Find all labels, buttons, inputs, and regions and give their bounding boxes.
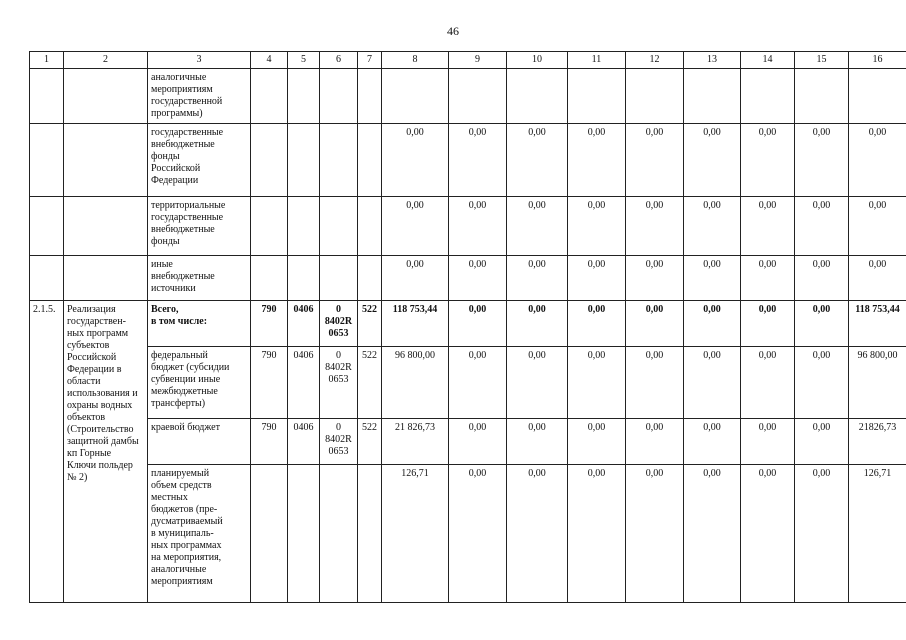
cell-code-4 — [251, 69, 288, 124]
cell-amount-col-15: 0,00 — [795, 301, 849, 347]
cell-amount-col-15: 0,00 — [795, 347, 849, 419]
cell-amount-col-10: 0,00 — [507, 347, 568, 419]
cell-amount-col-12: 0,00 — [626, 256, 684, 301]
cell-code-6 — [320, 256, 358, 301]
cell-code-6: 0 8402R 0653 — [320, 419, 358, 465]
cell-amount-col-14: 0,00 — [741, 256, 795, 301]
cell-amount-col-11: 0,00 — [568, 301, 626, 347]
cell-amount-col-16: 0,00 — [849, 256, 906, 301]
cell-code-7 — [358, 465, 382, 603]
column-header-9: 9 — [449, 52, 507, 69]
cell-amount-col-9 — [449, 69, 507, 124]
row-federal-budget — [30, 347, 906, 419]
cell-amount-col-9: 0,00 — [449, 347, 507, 419]
page-number: 46 — [447, 24, 459, 38]
cell-amount-col-9: 0,00 — [449, 124, 507, 197]
cell-amount-col-13: 0,00 — [684, 197, 741, 256]
cell-amount-col-13: 0,00 — [684, 124, 741, 197]
cell-amount-col-15: 0,00 — [795, 197, 849, 256]
table-body — [30, 69, 906, 603]
column-header-row — [30, 52, 906, 69]
cell-amount-col-13 — [684, 69, 741, 124]
cell-code-7: 522 — [358, 301, 382, 347]
column-header-16: 16 — [849, 52, 906, 69]
cell-amount-col-12: 0,00 — [626, 347, 684, 419]
cell-amount-col-16 — [849, 69, 906, 124]
cell-code-7 — [358, 124, 382, 197]
cell-code-5: 0406 — [288, 419, 320, 465]
cell-amount-col-13: 0,00 — [684, 256, 741, 301]
column-header-8: 8 — [382, 52, 449, 69]
cell-code-4 — [251, 124, 288, 197]
cell-amount-col-16: 0,00 — [849, 124, 906, 197]
cell-item-name — [64, 69, 148, 124]
column-header-10: 10 — [507, 52, 568, 69]
cell-code-6: 0 8402R 0653 — [320, 301, 358, 347]
cell-amount-col-10: 0,00 — [507, 197, 568, 256]
cell-amount-col-14: 0,00 — [741, 124, 795, 197]
row-planned-local-budgets — [30, 465, 906, 603]
cell-amount-col-16: 126,71 — [849, 465, 906, 603]
cell-code-7: 522 — [358, 347, 382, 419]
cell-amount-col-8 — [382, 69, 449, 124]
cell-amount-col-8: 0,00 — [382, 197, 449, 256]
row-territorial-offbudget-funds — [30, 197, 906, 256]
cell-amount-col-14: 0,00 — [741, 465, 795, 603]
cell-amount-col-16: 0,00 — [849, 197, 906, 256]
cell-amount-col-9: 0,00 — [449, 256, 507, 301]
cell-code-4 — [251, 197, 288, 256]
cell-amount-col-10: 0,00 — [507, 301, 568, 347]
cell-amount-col-10: 0,00 — [507, 256, 568, 301]
cell-amount-col-16: 21826,73 — [849, 419, 906, 465]
cell-amount-col-10: 0,00 — [507, 124, 568, 197]
cell-amount-col-16: 96 800,00 — [849, 347, 906, 419]
cell-amount-col-9: 0,00 — [449, 465, 507, 603]
cell-code-6 — [320, 465, 358, 603]
row-regional-budget — [30, 419, 906, 465]
cell-item-number — [30, 124, 64, 197]
cell-code-5 — [288, 69, 320, 124]
cell-amount-col-9: 0,00 — [449, 301, 507, 347]
cell-amount-col-15 — [795, 69, 849, 124]
column-header-14: 14 — [741, 52, 795, 69]
cell-code-6: 0 8402R 0653 — [320, 347, 358, 419]
column-header-3: 3 — [148, 52, 251, 69]
cell-amount-col-8: 118 753,44 — [382, 301, 449, 347]
cell-funding-source: аналогичные мероприятиям государственной программы) — [148, 69, 251, 124]
cell-amount-col-12: 0,00 — [626, 301, 684, 347]
cell-amount-col-11: 0,00 — [568, 256, 626, 301]
cell-amount-col-8: 126,71 — [382, 465, 449, 603]
row-state-offbudget-funds — [30, 124, 906, 197]
cell-amount-col-8: 0,00 — [382, 256, 449, 301]
cell-item-number — [30, 256, 64, 301]
cell-amount-col-15: 0,00 — [795, 256, 849, 301]
cell-amount-col-12: 0,00 — [626, 465, 684, 603]
cell-code-7 — [358, 256, 382, 301]
cell-amount-col-16: 118 753,44 — [849, 301, 906, 347]
cell-amount-col-14: 0,00 — [741, 419, 795, 465]
cell-code-7: 522 — [358, 419, 382, 465]
column-header-12: 12 — [626, 52, 684, 69]
cell-code-4: 790 — [251, 301, 288, 347]
cell-amount-col-11: 0,00 — [568, 124, 626, 197]
cell-funding-source: государственные внебюджетные фонды Российской Федерации — [148, 124, 251, 197]
cell-code-4 — [251, 465, 288, 603]
cell-code-6 — [320, 197, 358, 256]
cell-amount-col-9: 0,00 — [449, 197, 507, 256]
cell-amount-col-11: 0,00 — [568, 419, 626, 465]
cell-code-5 — [288, 465, 320, 603]
cell-item-name: Реализация государствен- ных программ субъектов Российской Федерации в области использования и охраны водных объектов (Строительство защитной дамбы кп Горные Ключи польдер № 2) — [64, 301, 148, 603]
cell-amount-col-8: 21 826,73 — [382, 419, 449, 465]
cell-funding-source: планируемый объем средств местных бюджетов (пре- дусматриваемый в муниципаль- ных программах на мероприятия, аналогичные мероприятиям — [148, 465, 251, 603]
cell-item-name — [64, 256, 148, 301]
cell-code-5: 0406 — [288, 347, 320, 419]
cell-amount-col-11: 0,00 — [568, 465, 626, 603]
cell-item-number — [30, 69, 64, 124]
cell-amount-col-13: 0,00 — [684, 465, 741, 603]
cell-code-6 — [320, 124, 358, 197]
cell-code-4: 790 — [251, 419, 288, 465]
cell-code-7 — [358, 197, 382, 256]
column-header-1: 1 — [30, 52, 64, 69]
cell-amount-col-8: 96 800,00 — [382, 347, 449, 419]
cell-amount-col-12: 0,00 — [626, 124, 684, 197]
column-header-11: 11 — [568, 52, 626, 69]
column-header-15: 15 — [795, 52, 849, 69]
cell-amount-col-12 — [626, 69, 684, 124]
cell-code-5 — [288, 256, 320, 301]
cell-amount-col-15: 0,00 — [795, 419, 849, 465]
budget-table — [29, 51, 906, 603]
cell-amount-col-10 — [507, 69, 568, 124]
cell-amount-col-11: 0,00 — [568, 347, 626, 419]
cell-item-name — [64, 124, 148, 197]
cell-amount-col-14 — [741, 69, 795, 124]
cell-amount-col-14: 0,00 — [741, 197, 795, 256]
cell-funding-source: краевой бюджет — [148, 419, 251, 465]
cell-amount-col-14: 0,00 — [741, 347, 795, 419]
cell-amount-col-15: 0,00 — [795, 465, 849, 603]
cell-code-4 — [251, 256, 288, 301]
cell-funding-source: иные внебюджетные источники — [148, 256, 251, 301]
column-header-6: 6 — [320, 52, 358, 69]
cell-item-name — [64, 197, 148, 256]
cell-amount-col-12: 0,00 — [626, 197, 684, 256]
column-header-4: 4 — [251, 52, 288, 69]
cell-amount-col-13: 0,00 — [684, 347, 741, 419]
cell-code-5 — [288, 197, 320, 256]
cell-amount-col-10: 0,00 — [507, 419, 568, 465]
cell-amount-col-10: 0,00 — [507, 465, 568, 603]
cell-amount-col-9: 0,00 — [449, 419, 507, 465]
cell-code-6 — [320, 69, 358, 124]
row-cont-similar — [30, 69, 906, 124]
row-other-offbudget-sources — [30, 256, 906, 301]
cell-amount-col-8: 0,00 — [382, 124, 449, 197]
column-header-13: 13 — [684, 52, 741, 69]
cell-funding-source: территориальные государственные внебюджетные фонды — [148, 197, 251, 256]
cell-code-5: 0406 — [288, 301, 320, 347]
cell-funding-source: федеральный бюджет (субсидии субвенции иные межбюджетные трансферты) — [148, 347, 251, 419]
column-header-2: 2 — [64, 52, 148, 69]
column-header-5: 5 — [288, 52, 320, 69]
row-total — [30, 301, 906, 347]
cell-item-number — [30, 197, 64, 256]
cell-amount-col-12: 0,00 — [626, 419, 684, 465]
cell-item-number: 2.1.5. — [30, 301, 64, 603]
cell-amount-col-11 — [568, 69, 626, 124]
cell-amount-col-15: 0,00 — [795, 124, 849, 197]
cell-code-5 — [288, 124, 320, 197]
cell-amount-col-14: 0,00 — [741, 301, 795, 347]
cell-amount-col-11: 0,00 — [568, 197, 626, 256]
cell-funding-source: Всего, в том числе: — [148, 301, 251, 347]
cell-code-7 — [358, 69, 382, 124]
cell-code-4: 790 — [251, 347, 288, 419]
cell-amount-col-13: 0,00 — [684, 419, 741, 465]
cell-amount-col-13: 0,00 — [684, 301, 741, 347]
column-header-7: 7 — [358, 52, 382, 69]
